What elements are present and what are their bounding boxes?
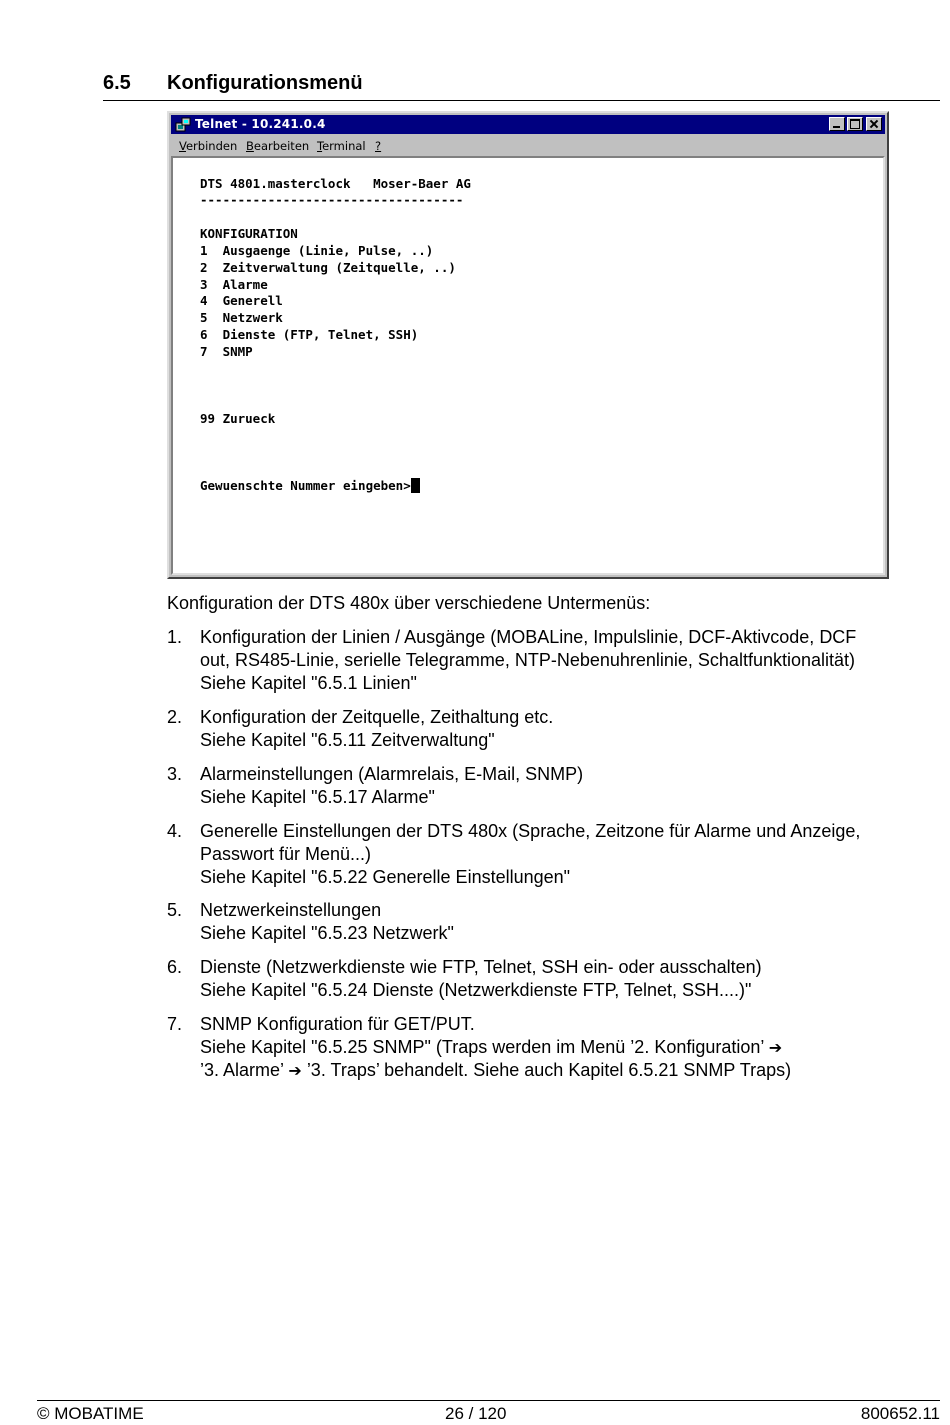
section-heading	[103, 72, 940, 101]
terminal-option: 3 Alarme	[200, 277, 268, 292]
arrow-right-icon: ➔	[768, 1038, 783, 1057]
menu-terminal[interactable]: Terminal	[317, 139, 366, 153]
terminal-option: 4 Generell	[200, 293, 283, 308]
terminal-option: 1 Ausgaenge (Linie, Pulse, ..)	[200, 243, 434, 258]
list-item-number: 7.	[167, 1014, 183, 1034]
telnet-app-icon	[175, 117, 191, 132]
terminal-rule: -----------------------------------	[200, 192, 464, 207]
terminal-option: 5 Netzwerk	[200, 310, 283, 325]
list-item-number: 1.	[167, 627, 183, 647]
terminal-option: 7 SNMP	[200, 344, 253, 359]
terminal-back: 99 Zurueck	[200, 411, 276, 426]
window-title: Telnet - 10.241.0.4	[195, 117, 326, 131]
list-item: Dienste (Netzwerkdienste wie FTP, Telnet, SSH ein- oder ausschalten) Siehe Kapitel "6.5.24 Dienste (Netzwerkdienste FTP, Telnet, SSH....)"	[200, 957, 762, 1000]
close-icon[interactable]	[866, 117, 882, 131]
terminal-prompt[interactable]: Gewuenschte Nummer eingeben>	[200, 478, 420, 493]
terminal-header: DTS 4801.masterclock Moser-Baer AG	[200, 176, 471, 191]
terminal-heading: KONFIGURATION	[200, 226, 298, 241]
list-item: Alarmeinstellungen (Alarmrelais, E-Mail, SNMP) Siehe Kapitel "6.5.17 Alarme"	[200, 764, 584, 807]
terminal-screen[interactable]	[171, 156, 885, 575]
list-item-number: 4.	[167, 821, 183, 841]
minimize-icon[interactable]	[829, 117, 845, 131]
intro-text: Konfiguration der DTS 480x über verschiedene Untermenüs:	[167, 593, 651, 613]
text-cursor	[411, 478, 420, 493]
footer-copyright: © MOBATIME	[37, 1404, 144, 1423]
menu-bearbeiten[interactable]: Bearbeiten	[246, 139, 310, 153]
list-item: Netzwerkeinstellungen Siehe Kapitel "6.5.23 Netzwerk"	[200, 900, 454, 943]
list-item-number: 3.	[167, 764, 183, 784]
list-item-number: 5.	[167, 900, 183, 920]
page-number: 26 / 120	[445, 1404, 507, 1423]
arrow-right-icon: ➔	[288, 1061, 302, 1080]
list-item: SNMP Konfiguration für GET/PUT. Siehe Kapitel "6.5.25 SNMP" (Traps werden im Menü ’2. Konfiguration’ ➔ ’3. Alarme’ ➔ ’3. Traps’ behandelt. Siehe auch Kapitel 6.5.21 SNMP Traps)	[200, 1014, 792, 1080]
maximize-icon[interactable]	[847, 117, 863, 131]
list-item: Konfiguration der Zeitquelle, Zeithaltung etc. Siehe Kapitel "6.5.11 Zeitverwaltung"	[200, 707, 554, 750]
list-item: Konfiguration der Linien / Ausgänge (MOBALine, Impulslinie, DCF-Aktivcode, DCF out, RS485-Linie, serielle Telegramme, NTP-Nebenuhrenlinie, Schaltfunktionalität) Siehe Kapitel "6.5.1 Linien"	[200, 627, 857, 693]
list-item: Generelle Einstellungen der DTS 480x (Sprache, Zeitzone für Alarme und Anzeige, Passwort für Menü...) Siehe Kapitel "6.5.22 Generelle Einstellungen"	[200, 821, 861, 887]
list-item-number: 6.	[167, 957, 183, 977]
menu-help[interactable]: ?	[375, 139, 382, 153]
menu-verbinden[interactable]: Verbinden	[179, 139, 238, 153]
document-number: 800652.11	[860, 1404, 940, 1423]
list-item-number: 2.	[167, 707, 183, 727]
telnet-window	[167, 111, 889, 579]
menu-bar	[171, 136, 885, 155]
terminal-option: 2 Zeitverwaltung (Zeitquelle, ..)	[200, 260, 456, 275]
page-footer	[37, 1400, 940, 1425]
section-title: Konfigurationsmenü	[167, 72, 363, 94]
title-bar[interactable]	[171, 115, 885, 134]
section-number: 6.5	[103, 72, 131, 94]
terminal-option: 6 Dienste (FTP, Telnet, SSH)	[200, 327, 419, 342]
